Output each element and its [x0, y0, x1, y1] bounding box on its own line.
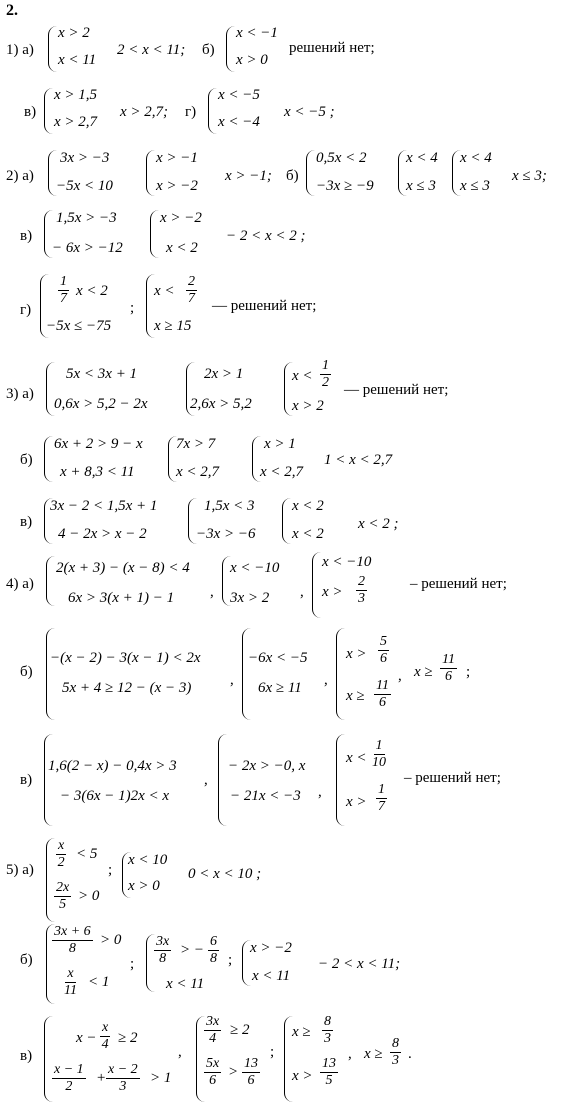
result: x ≥ [414, 664, 433, 680]
ineq: 3x > 2 [230, 590, 270, 606]
ineq: x > 1,5 [54, 87, 98, 103]
ineq: x ≥ [292, 1024, 311, 1040]
fraction: $\frac{11}{6}$ [442, 652, 455, 684]
ineq: ≥ 2 [230, 1022, 250, 1038]
ineq: x < −4 [218, 114, 260, 130]
ineq: x < [346, 750, 367, 766]
ineq: 6x > 3(x + 1) − 1 [68, 590, 175, 606]
fraction: $\frac{x}{4}$ [101, 1020, 109, 1052]
fraction: $\frac{1}{7}$ [60, 274, 67, 306]
label: в) [20, 1048, 33, 1064]
result: − 2 < x < 2 ; [226, 228, 306, 244]
separator: , [178, 1044, 182, 1060]
result: x < −5 ; [284, 104, 335, 120]
ineq: x ≥ 15 [154, 318, 192, 334]
system-brace [208, 88, 217, 134]
separator: , [318, 784, 322, 800]
ineq: x > 2 [292, 398, 324, 414]
result: 0 < x < 10 ; [188, 866, 262, 882]
separator: ; [466, 664, 471, 680]
ineq: x < [154, 283, 175, 299]
ineq: x ≤ 3 [460, 178, 490, 194]
system-brace [336, 628, 345, 720]
ineq: x > −1 [156, 150, 198, 166]
ineq: 1,6(2 − x) − 0,4x > 3 [48, 758, 177, 774]
fraction: $\frac{2}{3}$ [358, 574, 365, 606]
system-brace [282, 498, 291, 544]
ineq: > − [180, 942, 204, 958]
result: — решений нет; [212, 298, 317, 314]
ineq: 2,6x > 5,2 [190, 396, 252, 412]
label: в) [20, 514, 33, 530]
fraction: $\frac{13}{6}$ [244, 1056, 258, 1088]
fraction: $\frac{6}{8}$ [210, 934, 217, 966]
fraction: $\frac{3x}{4}$ [206, 1014, 220, 1046]
ineq: −5x ≤ −75 [46, 318, 112, 334]
label: 3) а) [6, 386, 34, 402]
ineq: 2(x + 3) − (x − 8) < 4 [56, 560, 190, 576]
ineq: 4 − 2x > x − 2 [58, 526, 147, 542]
ineq: > [228, 1064, 239, 1080]
ineq: x < [292, 368, 313, 384]
ineq: x > 2,7 [54, 114, 98, 130]
label: в) [20, 228, 33, 244]
separator: , [348, 1046, 352, 1062]
label: в) [24, 104, 37, 120]
ineq: − 21x < −3 [230, 788, 301, 804]
ineq: x > 2 [58, 25, 90, 41]
result: x ≥ [364, 1046, 383, 1062]
separator: . [408, 1046, 412, 1062]
ineq: − 3(6x − 1)2x < x [60, 788, 170, 804]
label: г) [20, 302, 32, 318]
ineq: x > [292, 1068, 313, 1084]
ineq: x > −2 [156, 178, 198, 194]
system-brace [44, 88, 53, 134]
ineq: x ≤ 3 [406, 178, 436, 194]
ineq: x < 11 [58, 52, 97, 68]
ineq: 6x ≥ 11 [258, 680, 302, 696]
label: б) [20, 952, 33, 968]
system-brace [46, 556, 55, 606]
problem-number: 2. [6, 2, 18, 19]
result: – решений нет; [410, 576, 507, 592]
ineq: 0,5x < 2 [316, 150, 367, 166]
fraction: $\frac{1}{7}$ [378, 782, 385, 814]
ineq: −3x ≥ −9 [316, 178, 374, 194]
result: x > −1; [225, 168, 272, 184]
result: – решений нет; [404, 770, 501, 786]
ineq: x > −2 [250, 940, 292, 956]
separator: , [398, 668, 402, 684]
ineq: x > −2 [160, 210, 202, 226]
ineq: −(x − 2) − 3(x − 1) < 2x [50, 650, 201, 666]
ineq: x ≥ [346, 688, 365, 704]
result: 1 < x < 2,7 [324, 452, 393, 468]
fraction: $\frac{x - 1}{2}$ [54, 1062, 84, 1094]
label: б) [202, 42, 215, 58]
fraction: $\frac{x}{11}$ [64, 966, 77, 998]
fraction: $\frac{11}{6}$ [376, 678, 389, 710]
ineq: ≥ 2 [118, 1030, 138, 1046]
separator: ; [108, 862, 113, 878]
ineq: 5x < 3x + 1 [66, 366, 138, 382]
label: 5) а) [6, 862, 34, 878]
ineq: −6x < −5 [248, 650, 308, 666]
ineq: x − [76, 1030, 97, 1046]
result: решений нет; [289, 40, 375, 56]
label: в) [20, 772, 33, 788]
separator: , [300, 584, 304, 600]
ineq: 6x + 2 > 9 − x [54, 436, 143, 452]
separator: , [204, 772, 208, 788]
ineq: x > [346, 794, 367, 810]
system-brace [226, 26, 235, 72]
result: x ≤ 3; [512, 168, 547, 184]
ineq: 1,5x > −3 [56, 210, 117, 226]
ineq: 3x − 2 < 1,5x + 1 [50, 498, 158, 514]
fraction: $\frac{5x}{6}$ [206, 1056, 220, 1088]
ineq: x < −1 [236, 25, 278, 41]
label: б) [286, 168, 299, 184]
fraction: $\frac{x}{2}$ [57, 838, 65, 870]
fraction: $\frac{5}{6}$ [380, 634, 387, 666]
ineq: x < −10 [230, 560, 280, 576]
system-brace [48, 26, 57, 72]
system-brace [312, 552, 321, 618]
ineq: x < 2 [292, 498, 324, 514]
separator: , [230, 672, 234, 688]
ineq: x > [346, 646, 367, 662]
label: 1) а) [6, 42, 34, 58]
ineq: x > [322, 584, 343, 600]
ineq: −5x < 10 [56, 178, 113, 194]
separator: ; [270, 1044, 275, 1060]
ineq: x < 11 [252, 968, 291, 984]
fraction: $\frac{8}{3}$ [392, 1036, 399, 1068]
fraction: $\frac{3x + 6}{8}$ [54, 924, 91, 956]
ineq: > 1 [150, 1070, 172, 1086]
fraction: $\frac{2}{7}$ [188, 274, 195, 306]
ineq: x > 0 [128, 878, 160, 894]
system-brace [44, 436, 53, 482]
system-brace [44, 734, 53, 826]
fraction: $\frac{3x}{8}$ [156, 934, 170, 966]
ineq: > 0 [100, 932, 122, 948]
ineq: 0,6x > 5,2 − 2x [54, 396, 148, 412]
result: − 2 < x < 11; [318, 956, 401, 972]
ineq: − 6x > −12 [52, 240, 123, 256]
ineq: x < 10 [128, 852, 168, 868]
system-brace [46, 628, 55, 720]
system-brace [218, 734, 227, 826]
label: 2) а) [6, 168, 34, 184]
fraction: $\frac{1}{2}$ [322, 358, 329, 390]
system-brace [336, 734, 345, 826]
ineq: x > 0 [236, 52, 268, 68]
ineq: x < 4 [406, 150, 438, 166]
ineq: x < 2 [166, 240, 198, 256]
ineq: x + 8,3 < 11 [60, 464, 135, 480]
result: x > 2,7; [120, 104, 169, 120]
result: x < 2 ; [358, 516, 399, 532]
fraction: $\frac{1}{10}$ [372, 738, 386, 770]
ineq: 1,5x < 3 [204, 498, 255, 514]
system-brace [242, 628, 251, 720]
fraction: $\frac{x - 2}{3}$ [108, 1062, 138, 1094]
fraction: $\frac{2x}{5}$ [56, 880, 70, 912]
label: г) [185, 104, 197, 120]
label: 4) а) [6, 576, 34, 592]
ineq: < 1 [88, 974, 110, 990]
ineq: x < 2,7 [260, 464, 304, 480]
system-brace [146, 150, 155, 196]
ineq: −3x > −6 [196, 526, 256, 542]
ineq: x < 11 [166, 976, 205, 992]
result: 2 < x < 11; [117, 42, 186, 58]
ineq: < 5 [76, 846, 98, 862]
ineq: 2x > 1 [204, 366, 244, 382]
ineq: x < −5 [218, 87, 260, 103]
ineq: − 2x > −0, x [228, 758, 306, 774]
separator: , [324, 672, 328, 688]
separator: ; [130, 956, 135, 972]
label: б) [20, 452, 33, 468]
separator: ; [228, 952, 233, 968]
result: — решений нет; [344, 382, 449, 398]
ineq: 5x + 4 ≥ 12 − (x − 3) [62, 680, 192, 696]
label: б) [20, 664, 33, 680]
plus: + [96, 1070, 107, 1086]
ineq: > 0 [78, 888, 100, 904]
ineq: x < 2 [76, 283, 108, 299]
fraction: $\frac{13}{5}$ [322, 1056, 336, 1088]
ineq: x > 1 [264, 436, 296, 452]
ineq: x < 4 [460, 150, 492, 166]
ineq: 7x > 7 [176, 436, 216, 452]
separator: , [210, 584, 214, 600]
ineq: x < −10 [322, 554, 372, 570]
separator: ; [130, 300, 135, 316]
ineq: 3x > −3 [60, 150, 110, 166]
system-brace [150, 210, 159, 258]
fraction: $\frac{8}{3}$ [324, 1014, 331, 1046]
system-brace [306, 150, 315, 196]
ineq: x < 2,7 [176, 464, 220, 480]
ineq: x < 2 [292, 526, 324, 542]
